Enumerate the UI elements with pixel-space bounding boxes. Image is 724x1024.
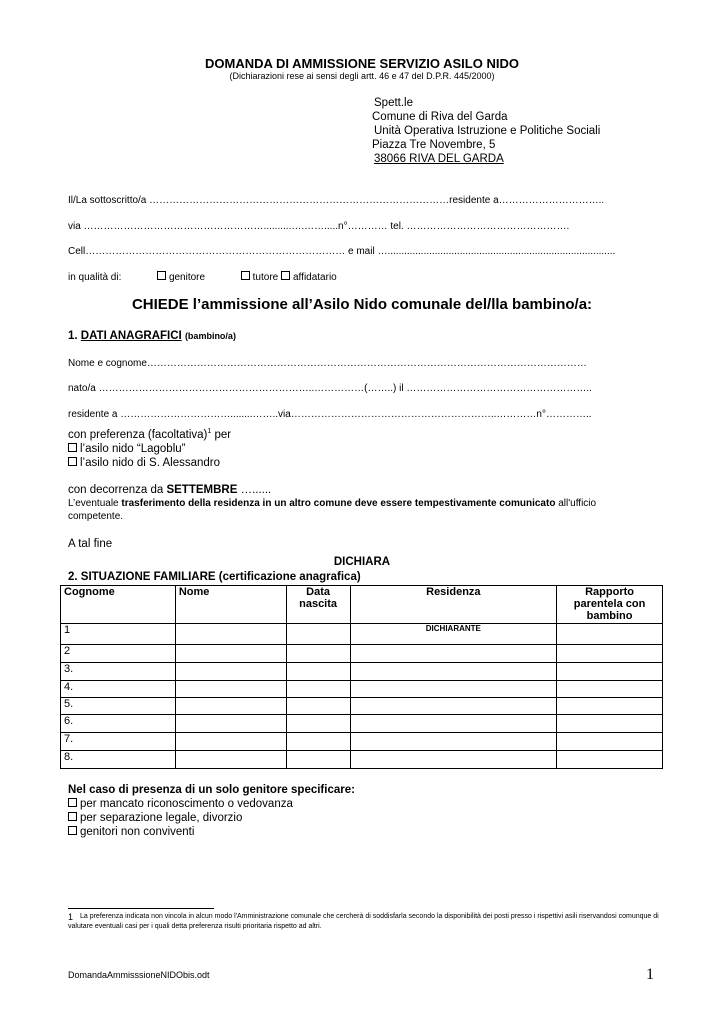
relationship-cell[interactable] bbox=[557, 751, 663, 769]
table-row bbox=[61, 645, 663, 663]
to-this-end-label: A tal fine bbox=[68, 538, 113, 550]
checkbox-icon[interactable] bbox=[68, 798, 77, 807]
residence-cell[interactable]: DICHIARANTE bbox=[350, 624, 557, 645]
column-header-residence: Residenza bbox=[350, 586, 557, 624]
birth-date-cell[interactable] bbox=[286, 624, 350, 645]
family-situation-table bbox=[60, 585, 663, 769]
single-parent-option-3[interactable]: genitori non conviventi bbox=[68, 826, 194, 838]
table-row bbox=[61, 751, 663, 769]
name-cell[interactable] bbox=[175, 681, 286, 698]
residence-cell[interactable] bbox=[350, 681, 557, 698]
relationship-cell[interactable] bbox=[557, 663, 663, 681]
residence-transfer-note-2: competente. bbox=[68, 511, 124, 522]
table-row bbox=[61, 681, 663, 698]
row-number: 4. bbox=[61, 681, 176, 698]
applicant-contact-field[interactable]: Cell…………………………………………………………………… e mail ….................................................................................. bbox=[68, 246, 616, 257]
row-number: 3. bbox=[61, 663, 176, 681]
start-month: SETTEMBRE bbox=[166, 484, 238, 496]
name-cell[interactable] bbox=[175, 663, 286, 681]
applicant-name-field[interactable]: Il/La sottoscritto/a ………………………………………………………………………………residente a………………………….. bbox=[68, 195, 605, 206]
checkbox-icon[interactable] bbox=[157, 271, 166, 280]
table-row bbox=[61, 733, 663, 751]
checkbox-icon[interactable] bbox=[68, 443, 77, 452]
single-parent-heading: Nel caso di presenza di un solo genitore specificare: bbox=[68, 784, 355, 796]
preference-line: con preferenza (facoltativa)$^1$ per bbox=[68, 428, 232, 441]
role-option-parent[interactable]: genitore bbox=[157, 272, 205, 283]
section-1-title: DATI ANAGRAFICI bbox=[80, 330, 182, 342]
residence-cell[interactable] bbox=[350, 645, 557, 663]
name-cell[interactable] bbox=[175, 733, 286, 751]
column-header-name: Nome bbox=[175, 586, 286, 624]
residence-cell[interactable] bbox=[350, 733, 557, 751]
column-header-surname: Cognome bbox=[61, 586, 176, 624]
residence-cell[interactable] bbox=[350, 698, 557, 715]
relationship-cell[interactable] bbox=[557, 624, 663, 645]
table-row bbox=[61, 698, 663, 715]
page-number: 1 bbox=[646, 966, 654, 983]
name-cell[interactable] bbox=[175, 698, 286, 715]
start-date-line: con decorrenza da SETTEMBRE …...... bbox=[68, 484, 272, 496]
section-1-heading: 1. DATI ANAGRAFICI (bambino/a) bbox=[68, 330, 236, 342]
declares-heading: DICHIARA bbox=[333, 556, 391, 568]
footnote bbox=[68, 912, 668, 932]
name-cell[interactable] bbox=[175, 715, 286, 733]
row-number: 5. bbox=[61, 698, 176, 715]
footnote-number: 1 bbox=[68, 912, 74, 922]
birth-date-cell[interactable] bbox=[286, 733, 350, 751]
residence-transfer-note: L’eventuale trasferimento della residenza in un altro comune deve essere tempestivamente comunicato all'ufficio bbox=[68, 498, 597, 509]
column-header-birth-date: Data nascita bbox=[286, 586, 350, 624]
residence-cell[interactable] bbox=[350, 715, 557, 733]
residence-cell[interactable] bbox=[350, 751, 557, 769]
role-option-foster[interactable]: affidatario bbox=[281, 272, 337, 283]
checkbox-icon[interactable] bbox=[68, 457, 77, 466]
checkbox-icon[interactable] bbox=[68, 826, 77, 835]
child-residence-field[interactable]: residente a ……………………………........……..via……………………………………………………..…………n°………….. bbox=[68, 409, 592, 420]
relationship-cell[interactable] bbox=[557, 681, 663, 698]
relationship-cell[interactable] bbox=[557, 698, 663, 715]
child-birth-field[interactable]: nato/a ………………………………………………………..……………(……..) il ……………………………………………….. bbox=[68, 383, 592, 394]
birth-date-cell[interactable] bbox=[286, 663, 350, 681]
recipient-line-1: Spett.le bbox=[374, 97, 413, 109]
single-parent-option-1[interactable]: per mancato riconoscimento o vedovanza bbox=[68, 798, 293, 810]
table-row bbox=[61, 715, 663, 733]
row-number: 8. bbox=[61, 751, 176, 769]
section-1-note: (bambino/a) bbox=[184, 331, 236, 341]
footnote-marker: 1 bbox=[207, 428, 212, 435]
row-number: 6. bbox=[61, 715, 176, 733]
row-number: 7. bbox=[61, 733, 176, 751]
applicant-role-row bbox=[68, 271, 337, 283]
checkbox-icon[interactable] bbox=[281, 271, 290, 280]
footnote-text: La preferenza indicata non vincola in alcun modo l'Amministrazione comunale che cercherà di soddisfarla secondo la disponibilità dei posti presso i rispettivi asili riservandosi comunque di valutare eventuali casi per i quali detta preferenza risulti prioritaria rispetto ad altri. bbox=[68, 913, 659, 930]
document-subtitle: (Dichiarazioni rese ai sensi degli artt. 46 e 47 del D.P.R. 445/2000) bbox=[229, 71, 495, 81]
single-parent-option-2[interactable]: per separazione legale, divorzio bbox=[68, 812, 242, 824]
table-header-row bbox=[61, 586, 663, 624]
request-heading: CHIEDE l’ammissione all’Asilo Nido comunale del/lla bambino/a: bbox=[131, 296, 593, 313]
birth-date-cell[interactable] bbox=[286, 698, 350, 715]
document-title: DOMANDA DI AMMISSIONE SERVIZIO ASILO NIDO bbox=[205, 56, 519, 71]
table-row bbox=[61, 663, 663, 681]
row-number: 2 bbox=[61, 645, 176, 663]
role-label: in qualità di: bbox=[68, 272, 122, 283]
name-cell[interactable] bbox=[175, 624, 286, 645]
column-header-relationship: Rapporto parentela con bambino bbox=[557, 586, 663, 624]
birth-date-cell[interactable] bbox=[286, 645, 350, 663]
checkbox-icon[interactable] bbox=[68, 812, 77, 821]
footnote-separator bbox=[68, 908, 214, 909]
row-number: 1 bbox=[61, 624, 176, 645]
preference-option-lagoblu[interactable]: l’asilo nido “Lagoblu” bbox=[68, 443, 185, 455]
relationship-cell[interactable] bbox=[557, 715, 663, 733]
section-2-heading: 2. SITUAZIONE FAMILIARE (certificazione anagrafica) bbox=[68, 571, 361, 583]
name-cell[interactable] bbox=[175, 751, 286, 769]
recipient-line-5: 38066 RIVA DEL GARDA bbox=[374, 153, 504, 165]
child-name-field[interactable]: Nome e cognome…………………………………………………………………………………………………………………… bbox=[68, 358, 587, 369]
residence-cell[interactable] bbox=[350, 663, 557, 681]
birth-date-cell[interactable] bbox=[286, 715, 350, 733]
role-option-guardian[interactable]: tutore bbox=[241, 272, 279, 283]
checkbox-icon[interactable] bbox=[241, 271, 250, 280]
relationship-cell[interactable] bbox=[557, 733, 663, 751]
preference-option-s-alessandro[interactable]: l’asilo nido di S. Alessandro bbox=[68, 457, 220, 469]
relationship-cell[interactable] bbox=[557, 645, 663, 663]
footer-filename: DomandaAmmisssioneNIDObis.odt bbox=[68, 970, 210, 980]
birth-date-cell[interactable] bbox=[286, 751, 350, 769]
recipient-line-4: Piazza Tre Novembre, 5 bbox=[372, 139, 496, 151]
recipient-line-3: Unità Operativa Istruzione e Politiche Sociali bbox=[374, 125, 601, 137]
table-row bbox=[61, 624, 663, 645]
name-cell[interactable] bbox=[175, 645, 286, 663]
birth-date-cell[interactable] bbox=[286, 681, 350, 698]
recipient-line-2: Comune di Riva del Garda bbox=[372, 111, 508, 123]
applicant-address-field[interactable]: via ………………………………………………..........….…….....n°………… tel. …………………………………………. bbox=[68, 221, 570, 232]
